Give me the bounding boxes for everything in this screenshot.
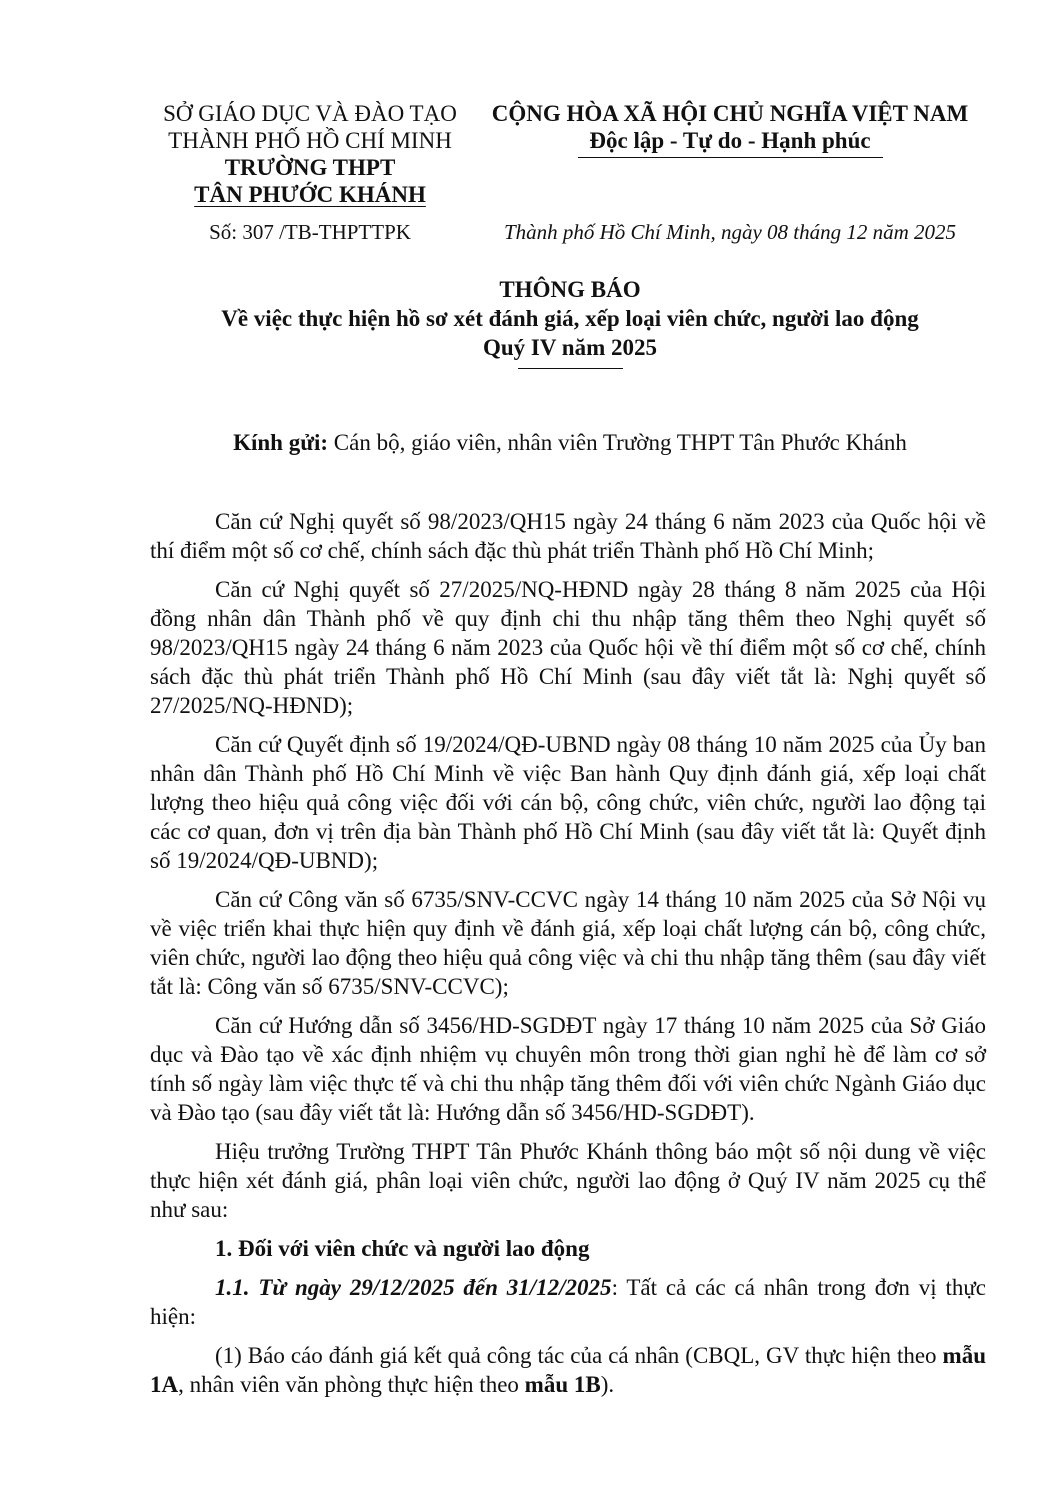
school-line-1: TRƯỜNG THPT <box>224 155 396 180</box>
item-1-text-e: ). <box>600 1372 615 1397</box>
subsection-1-1-text: : Tất cả các cá nhân trong đơn vị thực hiện: <box>150 1275 987 1329</box>
org-line-2: THÀNH PHỐ HỒ CHÍ MINH <box>168 128 452 153</box>
nation-title: CỘNG HÒA XÃ HỘI CHỦ NGHĨA VIỆT NAM <box>491 101 969 126</box>
recipient-text: Cán bộ, giáo viên, nhân viên Trường THPT Tân Phước Khánh <box>328 430 907 455</box>
document-title <box>150 275 990 369</box>
item-1-form-1a: mẫu 1A <box>150 1343 986 1397</box>
title-subject-2: Quý IV năm 2025 <box>482 335 658 360</box>
place-date: Thành phố Hồ Chí Minh, ngày 08 tháng 12 năm 2025 <box>503 220 957 244</box>
section-1-heading: 1. Đối với viên chức và người lao động <box>215 1236 590 1261</box>
recipient <box>150 430 990 456</box>
document-number: Số: 307 /TB-THPTTPK <box>209 220 411 244</box>
title-underline <box>518 368 623 369</box>
national-header <box>470 100 990 158</box>
paragraph-legal-basis-4: Căn cứ Công văn số 6735/SNV-CCVC ngày 14 tháng 10 năm 2025 của Sở Nội vụ về việc triển khai thực hiện quy định về đánh giá, xếp loại chất lượng cán bộ, công chức, viên chức, người lao động theo hiệu quả công việc và chi thu nhập tăng thêm (sau đây viết tắt là: Công văn số 6735/SNV-CCVC); <box>150 887 986 999</box>
recipient-label: Kính gửi: <box>233 430 329 455</box>
paragraph-legal-basis-3: Căn cứ Quyết định số 19/2024/QĐ-UBND ngày 08 tháng 10 năm 2025 của Ủy ban nhân dân Thành phố Hồ Chí Minh về việc Ban hành Quy định đánh giá, xếp loại chất lượng theo hiệu quả công việc đối với cán bộ, công chức, viên chức, người lao động tại các cơ quan, đơn vị trên địa bàn Thành phố Hồ Chí Minh (sau đây viết tắt là: Quyết định số 19/2024/QĐ-UBND); <box>150 732 986 873</box>
title-heading: THÔNG BÁO <box>499 277 641 302</box>
paragraph-legal-basis-5: Căn cứ Hướng dẫn số 3456/HD-SGDĐT ngày 17 tháng 10 năm 2025 của Sở Giáo dục và Đào tạo về xác định nhiệm vụ chuyên môn trong thời gian nghỉ hè để làm cơ sở tính số ngày làm việc thực tế và chi thu nhập tăng thêm đối với viên chức Ngành Giáo dục và Đào tạo (sau đây viết tắt là: Hướng dẫn số 3456/HD-SGDĐT). <box>150 1013 986 1125</box>
school-line-2: TÂN PHƯỚC KHÁNH <box>194 182 426 207</box>
org-line-1: SỞ GIÁO DỤC VÀ ĐÀO TẠO <box>163 101 457 126</box>
item-1-form-1b: mẫu 1B <box>524 1372 601 1397</box>
item-1 <box>150 1341 986 1399</box>
item-1-text-c: , nhân viên văn phòng thực hiện theo <box>178 1372 525 1397</box>
item-1-text-a: (1) Báo cáo đánh giá kết quả công tác của cá nhân (CBQL, GV thực hiện theo <box>215 1343 943 1368</box>
subsection-1-1-label: 1.1. Từ ngày 29/12/2025 đến 31/12/2025 <box>215 1275 612 1300</box>
motto: Độc lập - Tự do - Hạnh phúc <box>589 128 871 153</box>
document-body <box>150 507 986 1409</box>
paragraph-intro: Hiệu trưởng Trường THPT Tân Phước Khánh thông báo một số nội dung về việc thực hiện xét đánh giá, phân loại viên chức, người lao động ở Quý IV năm 2025 cụ thể như sau: <box>150 1139 986 1222</box>
paragraph-legal-basis-2: Căn cứ Nghị quyết số 27/2025/NQ-HĐND ngày 28 tháng 8 năm 2025 của Hội đồng nhân dân Thành phố về quy định chi thu nhập tăng thêm theo Nghị quyết số 98/2023/QH15 ngày 24 tháng 6 năm 2023 của Quốc hội về thí điểm một số cơ chế, chính sách đặc thù phát triển Thành phố Hồ Chí Minh (sau đây viết tắt là: Nghị quyết số 27/2025/NQ-HĐND); <box>150 577 986 718</box>
subsection-1-1 <box>150 1273 986 1331</box>
paragraph-legal-basis-1: Căn cứ Nghị quyết số 98/2023/QH15 ngày 24 tháng 6 năm 2023 của Quốc hội về thí điểm một số cơ chế, chính sách đặc thù phát triển Thành phố Hồ Chí Minh; <box>150 509 986 563</box>
issuing-authority <box>150 100 470 208</box>
motto-underline <box>578 157 883 158</box>
title-subject-1: Về việc thực hiện hồ sơ xét đánh giá, xếp loại viên chức, người lao động <box>221 306 919 331</box>
